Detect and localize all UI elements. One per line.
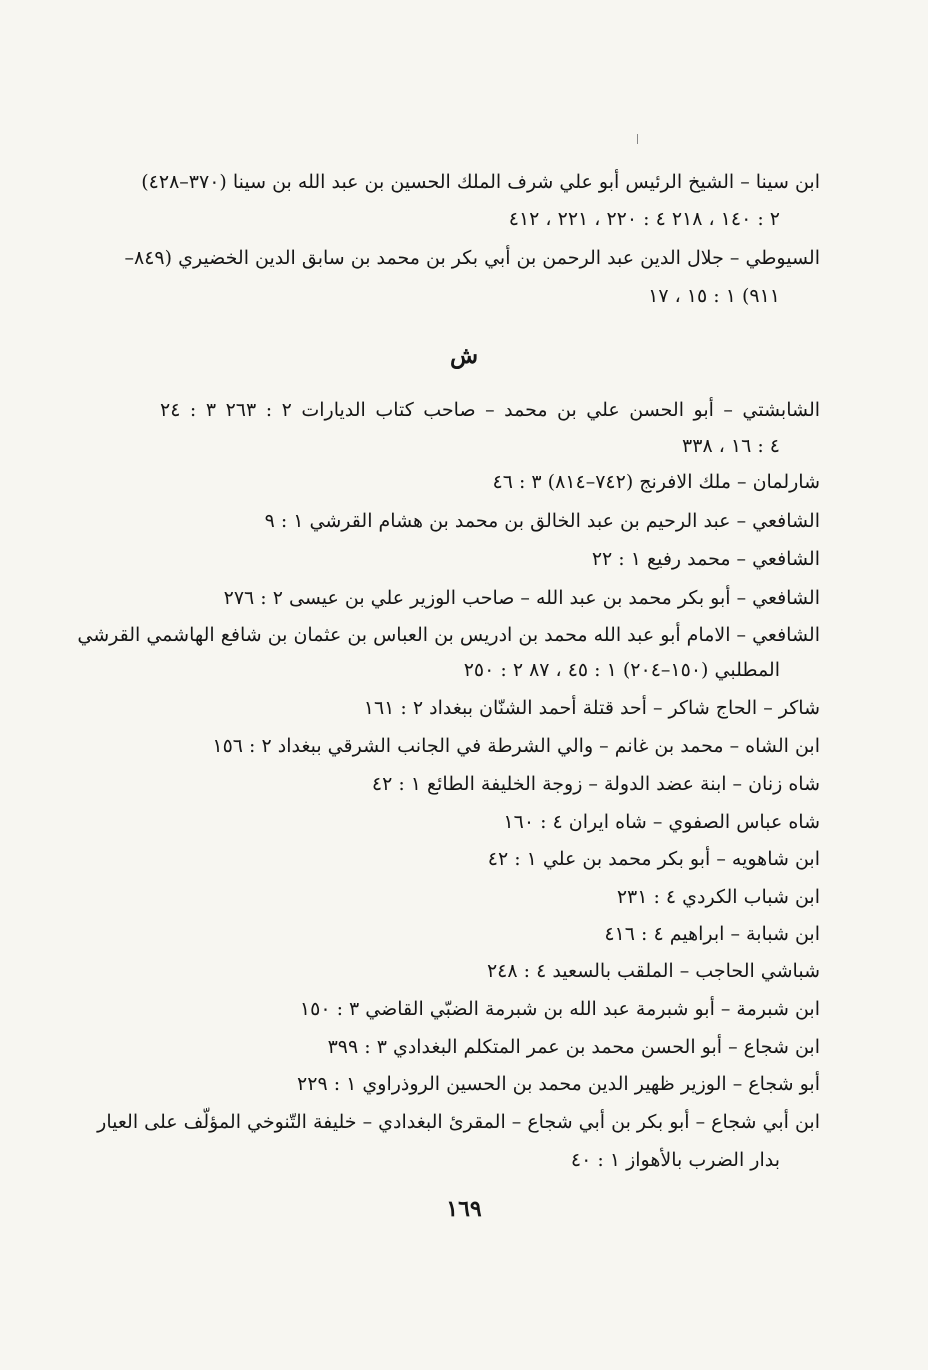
- index-entry: شباشي الحاجب – الملقب بالسعيد ٤ : ٢٤٨: [486, 960, 820, 982]
- index-entry: شارلمان – ملك الافرنج (٧٤٢–٨١٤) ٣ : ٤٦: [492, 471, 820, 493]
- index-entry: ابن شباب الكردي ٤ : ٢٣١: [616, 886, 820, 908]
- index-entry: السيوطي – جلال الدين عبد الرحمن بن أبي بكر بن محمد بن سابق الدين الخضيري (٨٤٩–: [124, 247, 820, 269]
- index-entry: الشافعي – الامام أبو عبد الله محمد بن ادريس بن العباس بن عثمان بن شافع الهاشمي القرشي: [77, 624, 820, 646]
- index-entry: ابن سينا – الشيخ الرئيس أبو علي شرف الملك الحسين بن عبد الله بن سينا (٣٧٠–٤٢٨): [141, 171, 820, 193]
- index-entry: ابن الشاه – محمد بن غانم – والي الشرطة في الجانب الشرقي ببغداد ٢ : ١٥٦: [212, 735, 820, 757]
- margin-mark: [637, 134, 638, 144]
- index-entry: الشابشتي – أبو الحسن علي بن محمد – صاحب كتاب الديارات ٢ : ٢٦٣ ٣ : ٢٤: [160, 399, 821, 421]
- index-entry: أبو شجاع – الوزير ظهير الدين محمد بن الحسين الروذراوي ١ : ٢٢٩: [297, 1073, 820, 1095]
- index-entry: ابن أبي شجاع – أبو بكر بن أبي شجاع – المقرئ البغدادي – خليفة التّنوخي المؤلّف على العيار: [97, 1111, 820, 1133]
- index-entry-continuation: بدار الضرب بالأهواز ١ : ٤٠: [570, 1149, 780, 1171]
- index-entry: ابن شاهويه – أبو بكر محمد بن علي ١ : ٤٢: [487, 848, 820, 870]
- section-heading: ش: [449, 342, 479, 369]
- index-entry: ابن شبابة – ابراهيم ٤ : ٤١٦: [604, 923, 820, 945]
- index-entry-continuation: ٩١١) ١ : ١٥ ، ١٧: [648, 285, 780, 307]
- index-entry: ابن شبرمة – أبو شبرمة عبد الله بن شبرمة الضبّي القاضي ٣ : ١٥٠: [299, 998, 820, 1020]
- index-entry-continuation: ٤ : ١٦ ، ٣٣٨: [682, 435, 780, 457]
- index-entry: شاه زنان – ابنة عضد الدولة – زوجة الخليفة الطائع ١ : ٤٢: [371, 773, 820, 795]
- page-number: ١٦٩: [446, 1196, 482, 1222]
- index-entry: شاكر – الحاج شاكر – أحد قتلة أحمد الشنّان ببغداد ٢ : ١٦١: [363, 697, 820, 719]
- index-entry: الشافعي – عبد الرحيم بن عبد الخالق بن محمد بن هشام القرشي ١ : ٩: [264, 510, 820, 532]
- index-entry: الشافعي – أبو بكر محمد بن عبد الله – صاحب الوزير علي بن عيسى ٢ : ٢٧٦: [223, 587, 820, 609]
- index-entry: ابن شجاع – أبو الحسن محمد بن عمر المتكلم البغدادي ٣ : ٣٩٩: [327, 1036, 820, 1058]
- index-entry-continuation: ٢ : ١٤٠ ، ٢١٨ ٤ : ٢٢٠ ، ٢٢١ ، ٤١٢: [508, 208, 780, 230]
- index-entry: شاه عباس الصفوي – شاه ايران ٤ : ١٦٠: [503, 811, 820, 833]
- index-entry-continuation: المطلبي (١٥٠–٢٠٤) ١ : ٤٥ ، ٨٧ ٢ : ٢٥٠: [463, 659, 780, 681]
- index-entry: الشافعي – محمد رفيع ١ : ٢٢: [591, 548, 820, 570]
